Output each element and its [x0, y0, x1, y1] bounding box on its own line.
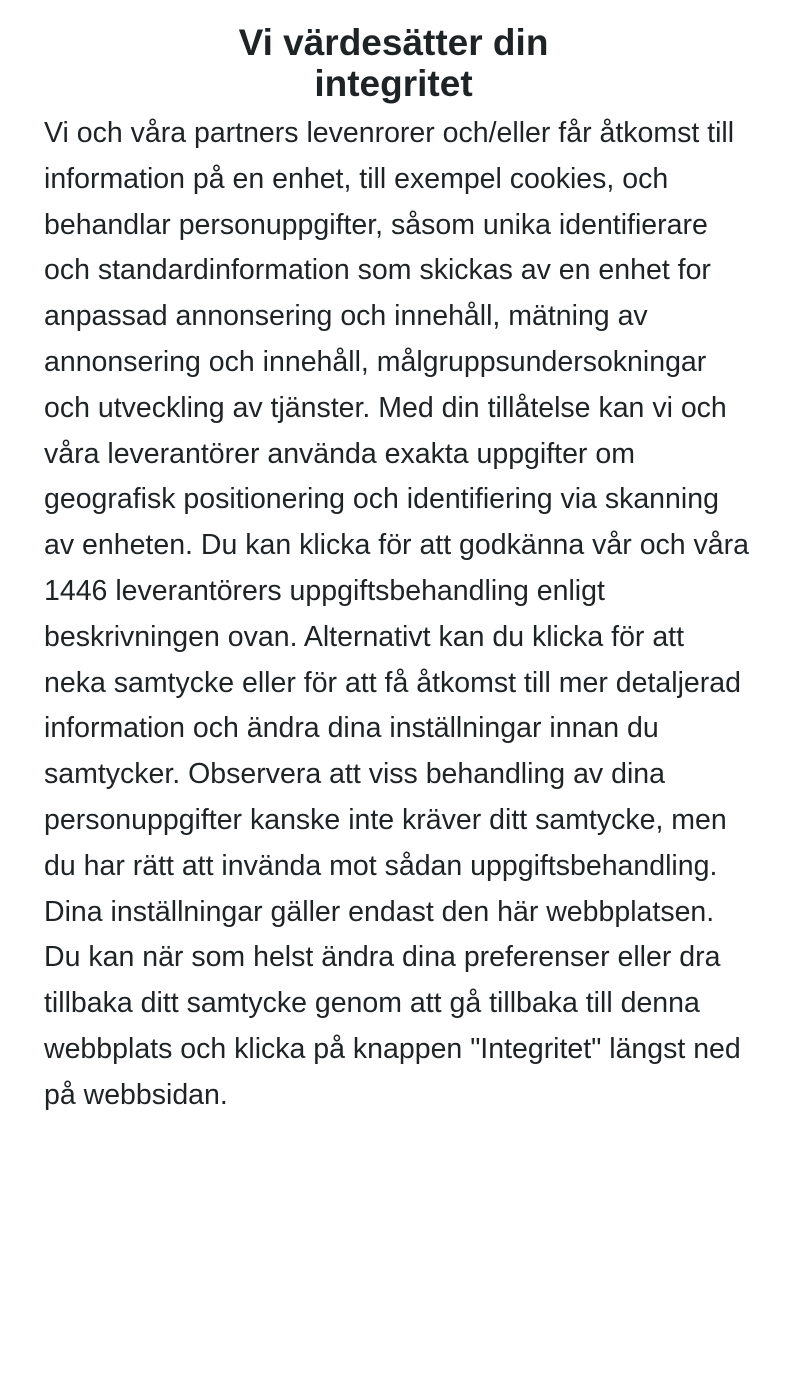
consent-title: Vi värdesätter din integritet	[238, 22, 549, 104]
consent-description: Vi och våra partners levenrorer och/eller får åtkomst till information på en enhet, till exempel cookies, och behandlar personuppgifter, såsom unika identifierare och standardinformation som skickas av en enhet for anpassad annonsering och innehåll, mätning av annonsering och innehåll, målgruppsundersokningar och utveckling av tjänster. Med din tillåtelse kan vi och våra leverantörer använda exakta uppgifter om geografisk positionering och identifiering via skanning av enheten. Du kan klicka för att godkänna vår och våra 1446 leverantörers uppgiftsbehandling enligt beskrivningen ovan. Alternativt kan du klicka för att neka samtycke eller för att få åtkomst till mer detaljerad information och ändra dina inställningar innan du samtycker. Observera att viss behandling av dina personuppgifter kanske inte kräver ditt samtycke, men du har rätt att invända mot sådan uppgiftsbehandling. Dina inställningar gäller endast den här webbplatsen. Du kan när som helst ändra dina preferenser eller dra tillbaka ditt samtycke genom att gå tillbaka till denna webbplats och klicka på knappen "Integritet" längst ned på webbsidan.	[44, 117, 749, 1111]
